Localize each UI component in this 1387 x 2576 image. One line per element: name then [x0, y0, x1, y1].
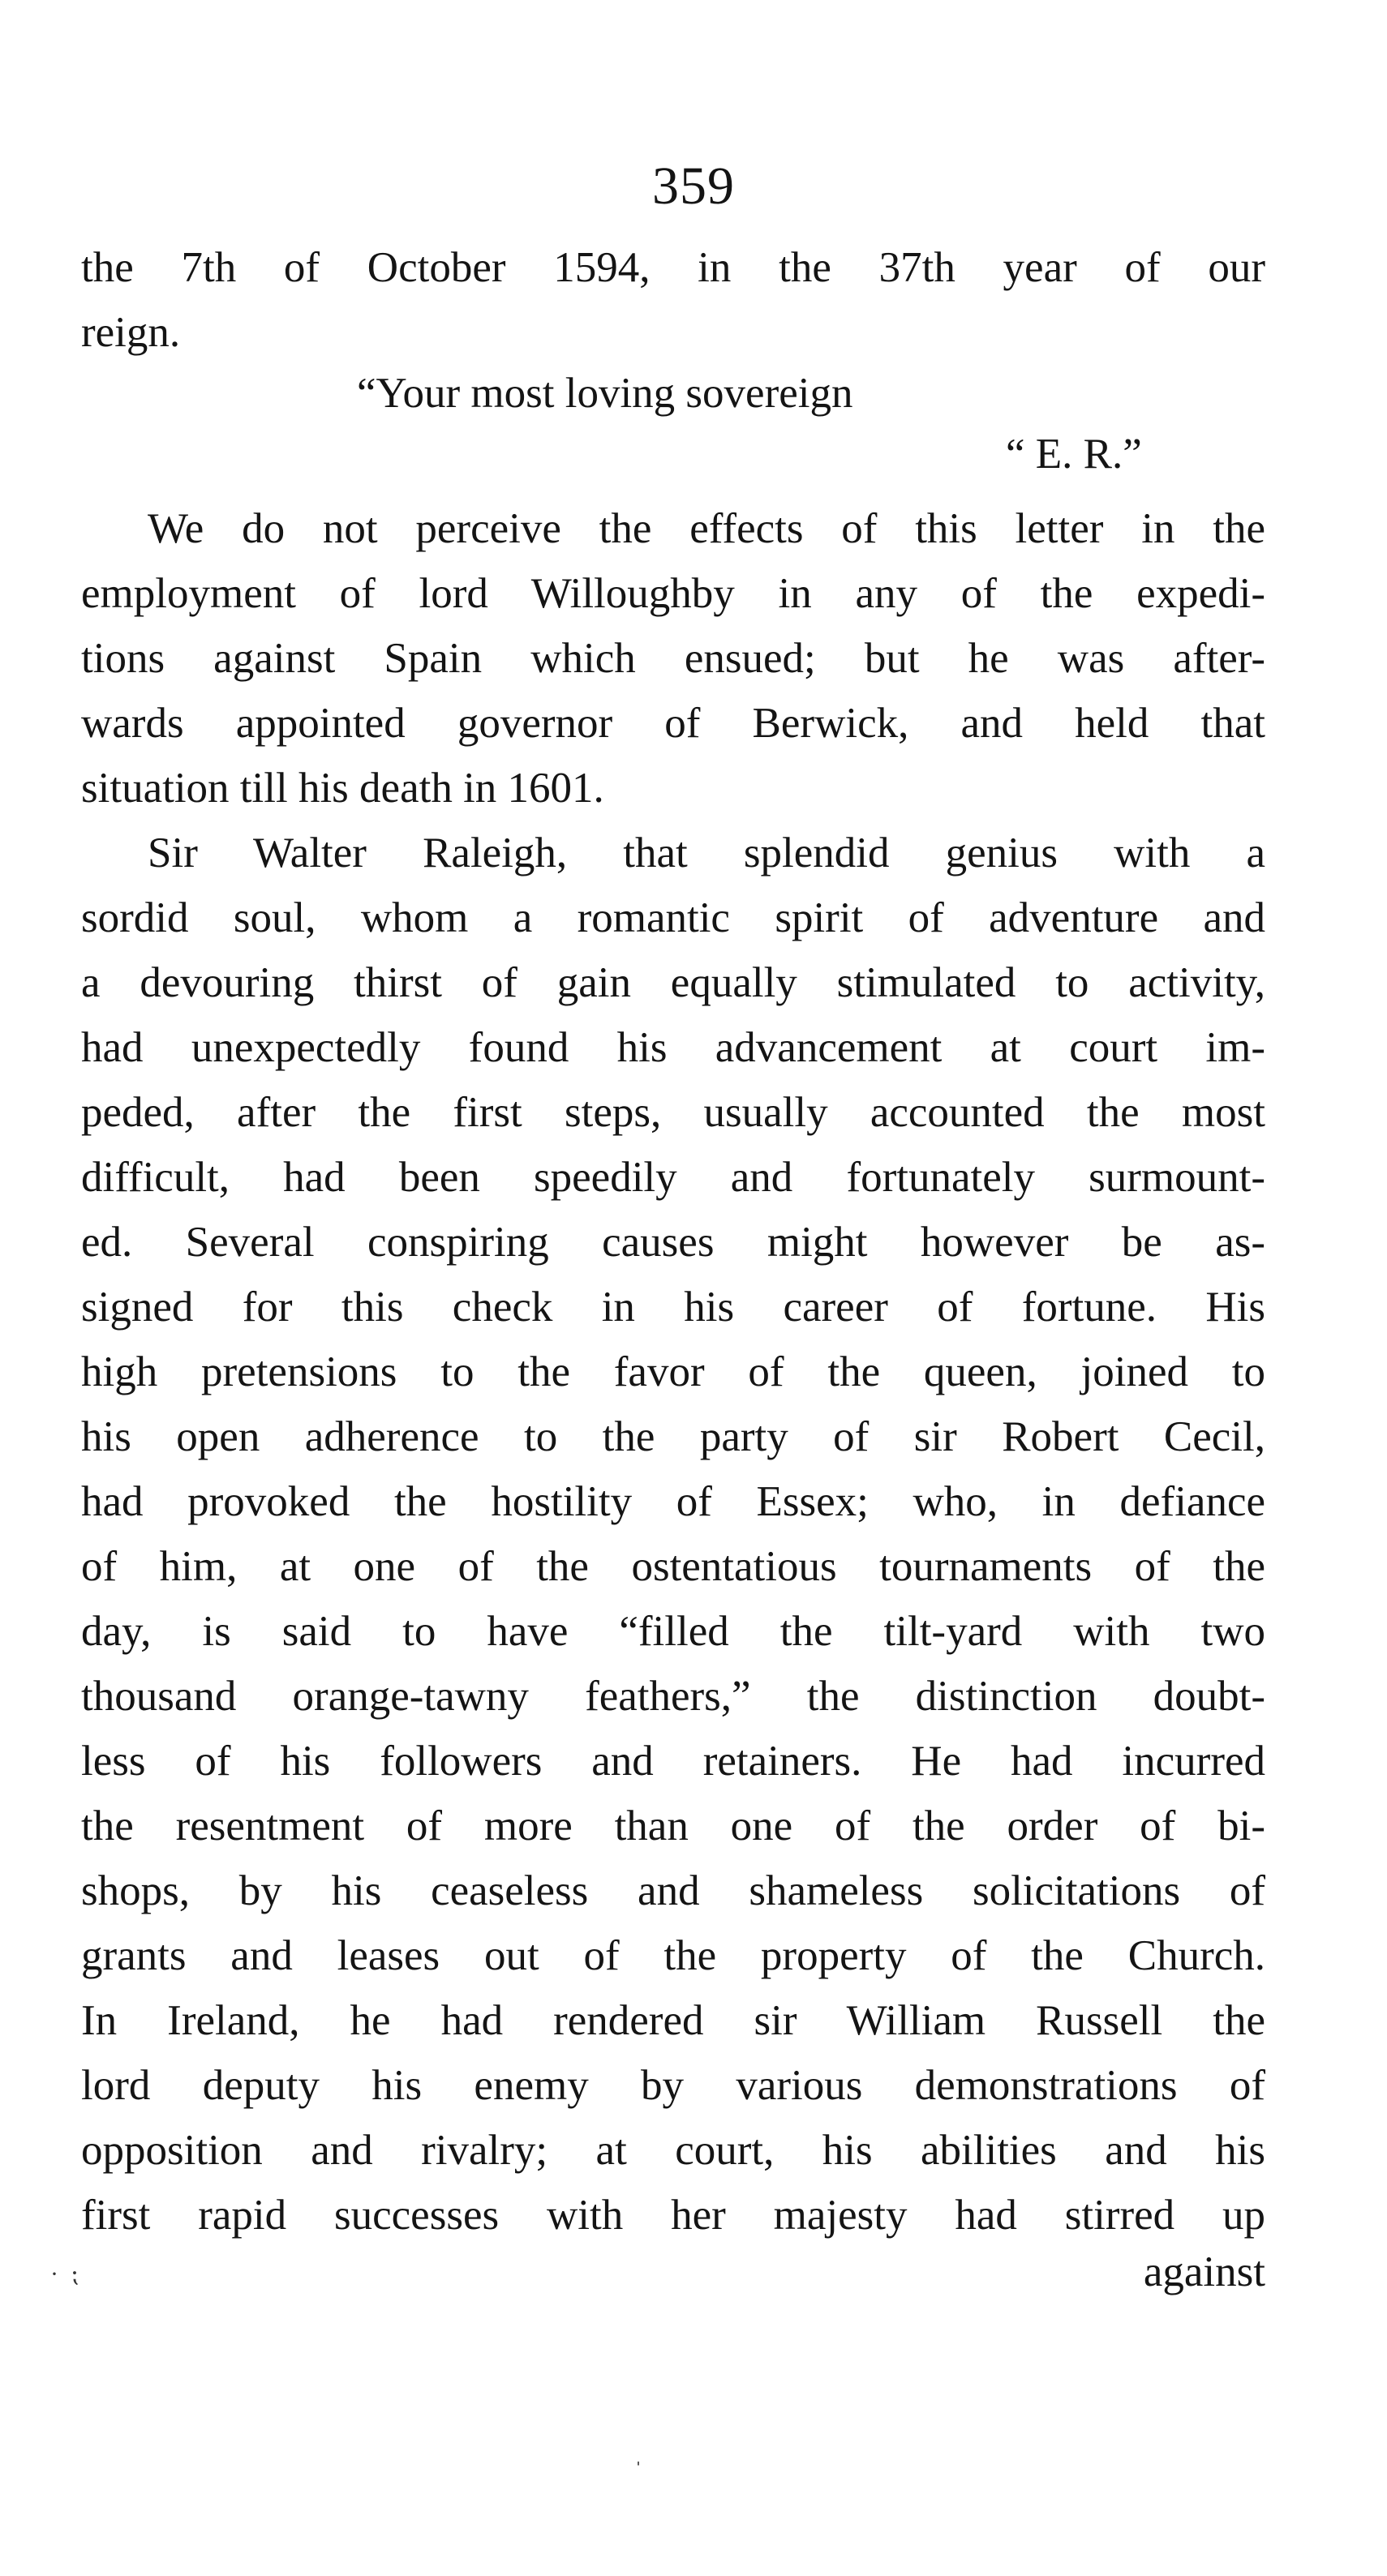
- text-line: day, is said to have “filled the tilt-yard with two: [81, 1608, 1265, 1655]
- catchword: against: [1143, 2248, 1265, 2295]
- text-line: opposition and rivalry; at court, his abilities and his: [81, 2127, 1265, 2174]
- text-line: shops, by his ceaseless and shameless solicitations of: [81, 1867, 1265, 1914]
- text-line: peded, after the first steps, usually accounted the most: [81, 1089, 1265, 1136]
- text-line: We do not perceive the effects of this letter in the: [148, 505, 1265, 552]
- text-line: sordid soul, whom a romantic spirit of adventure and: [81, 894, 1265, 941]
- text-line: the resentment of more than one of the order of bi-: [81, 1802, 1265, 1849]
- text-line: high pretensions to the favor of the queen, joined to: [81, 1348, 1265, 1395]
- text-line: wards appointed governor of Berwick, and held that: [81, 700, 1265, 747]
- paragraph: [81, 821, 1265, 2248]
- text-line: signed for this check in his career of fortune. His: [81, 1284, 1265, 1331]
- text-line: thousand orange-tawny feathers,” the distinction doubt-: [81, 1673, 1265, 1720]
- text-line: a devouring thirst of gain equally stimulated to activity,: [81, 959, 1265, 1006]
- text-line: ed. Several conspiring causes might however be as-: [81, 1219, 1265, 1266]
- page-number: 359: [652, 156, 735, 216]
- text-line: reign.: [81, 309, 181, 356]
- text-line: situation till his death in 1601.: [81, 765, 604, 812]
- letter-ending: [81, 235, 1265, 365]
- ink-speck: · ⁏: [50, 2261, 79, 2287]
- text-line: had unexpectedly found his advancement at court im-: [81, 1024, 1265, 1071]
- text-line: difficult, had been speedily and fortunately surmount-: [81, 1154, 1265, 1201]
- text-line: Sir Walter Raleigh, that splendid genius with a: [148, 829, 1265, 877]
- text-line: employment of lord Willoughby in any of the expedi-: [81, 570, 1265, 617]
- text-line: the 7th of October 1594, in the 37th year of our: [81, 244, 1265, 291]
- text-line: his open adherence to the party of sir Robert Cecil,: [81, 1413, 1265, 1460]
- text-line: first rapid successes with her majesty had stirred up: [81, 2192, 1265, 2239]
- text-line: tions against Spain which ensued; but he was after-: [81, 635, 1265, 682]
- text-line: In Ireland, he had rendered sir William Russell the: [81, 1997, 1265, 2044]
- letter-closing: “Your most loving sovereign: [357, 370, 853, 417]
- text-line: grants and leases out of the property of the Church.: [81, 1932, 1265, 1979]
- paragraph: [81, 496, 1265, 821]
- text-line: less of his followers and retainers. He had incurred: [81, 1738, 1265, 1785]
- text-line: had provoked the hostility of Essex; who, in defiance: [81, 1478, 1265, 1525]
- ink-speck: ˌ: [634, 2439, 642, 2466]
- text-line: of him, at one of the ostentatious tournaments of the: [81, 1543, 1265, 1590]
- text-line: lord deputy his enemy by various demonstrations of: [81, 2062, 1265, 2109]
- letter-signature: “ E. R.”: [1006, 431, 1142, 478]
